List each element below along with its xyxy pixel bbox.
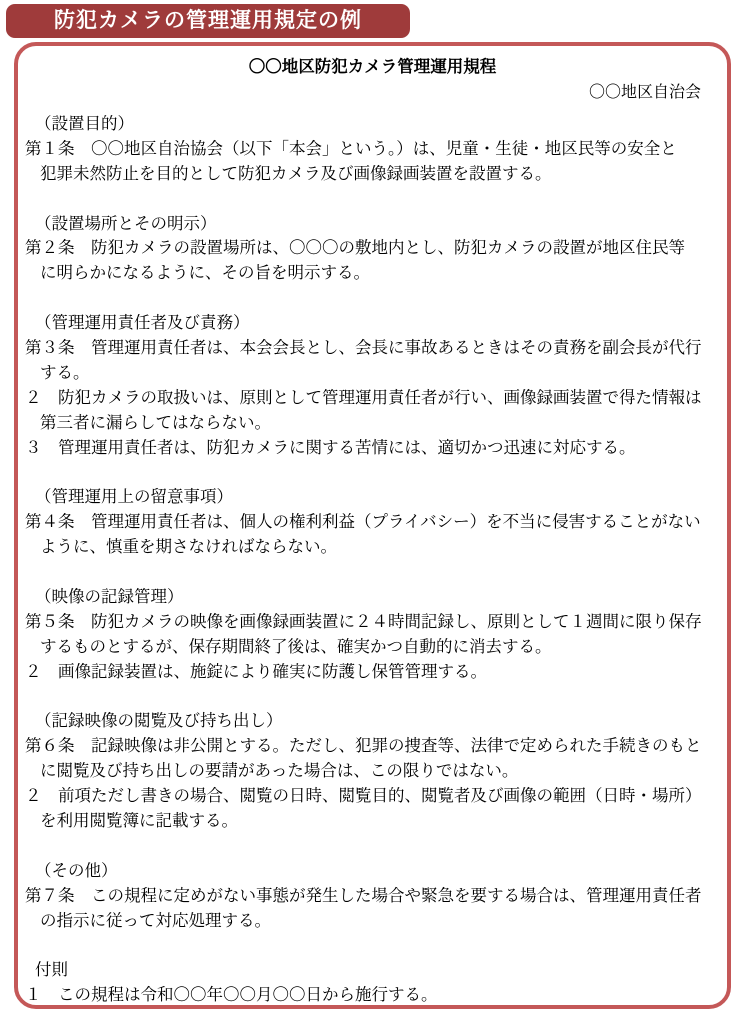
blank-line (18, 460, 727, 485)
blank-line (18, 834, 727, 859)
document-line: 犯罪未然防止を目的として防犯カメラ及び画像録画装置を設置する。 (40, 164, 552, 183)
document-line: 第６条 記録映像は非公開とする。ただし、犯罪の捜査等、法律で定められた手続きのもと (25, 737, 702, 756)
document-line: 第４条 管理運用責任者は、個人の権利利益（プライバシー）を不当に侵害することがない (25, 513, 701, 532)
page-title-banner (6, 4, 410, 38)
document-line: に閲覧及び持ち出しの要請があった場合は、この限りではない。 (40, 762, 519, 781)
blank-line (18, 933, 727, 958)
document-line: ２ 画像記録装置は、施錠により確実に防護し保管管理する。 (25, 662, 487, 681)
regulation-document-box (14, 42, 731, 1009)
document-line: ２ 前項ただし書きの場合、閲覧の日時、閲覧目的、閲覧者及び画像の範囲（日時・場所） (25, 787, 702, 806)
document-line: 第２条 防犯カメラの設置場所は、〇〇〇の敷地内とし、防犯カメラの設置が地区住民等 (25, 239, 685, 258)
document-line: （管理運用責任者及び責務） (35, 314, 250, 333)
document-line: （記録映像の閲覧及び持ち出し） (35, 712, 283, 731)
document-line: 第１条 〇〇地区自治協会（以下「本会」という。）は、児童・生徒・地区民等の安全と (25, 139, 677, 158)
document-author: 〇〇地区自治会 (588, 84, 701, 101)
document-line: 第５条 防犯カメラの映像を画像録画装置に２４時間記録し、原則として１週間に限り保存 (25, 612, 702, 631)
document-line: する。 (40, 363, 90, 382)
document-line: （その他） (35, 861, 118, 880)
document-line: の指示に従って対応処理する。 (40, 911, 271, 930)
document-line: ２ 防犯カメラの取扱いは、原則として管理運用責任者が行い、画像録画装置で得た情報は (25, 388, 702, 407)
document-line: に明らかになるように、その旨を明示する。 (40, 264, 370, 283)
blank-line (18, 187, 727, 212)
blank-line (18, 684, 727, 709)
document-line: 第３条 管理運用責任者は、本会会長とし、会長に事故あるときはその責務を副会長が代行 (25, 339, 702, 358)
document-title: 〇〇地区防犯カメラ管理運用規程 (248, 58, 497, 76)
document-line: ３ 管理運用責任者は、防犯カメラに関する苦情には、適切かつ迅速に対応する。 (25, 438, 636, 457)
document-line: ように、慎重を期さなければならない。 (40, 538, 337, 557)
document-line: を利用閲覧簿に記載する。 (40, 811, 238, 830)
document-line: （設置場所とその明示） (35, 214, 217, 233)
document-line: （映像の記録管理） (35, 587, 184, 606)
blank-line (18, 286, 727, 311)
blank-line (18, 560, 727, 585)
document-line: （管理運用上の留意事項） (35, 488, 233, 507)
document-line: 第７条 この規程に定めがない事態が発生した場合や緊急を要する場合は、管理運用責任者 (25, 886, 702, 905)
document-line: 付則 (35, 961, 68, 980)
document-line: （設置目的） (35, 115, 134, 133)
page-title: 防犯カメラの管理運用規定の例 (54, 9, 362, 32)
document-line: するものとするが、保存期間終了後は、確実かつ自動的に消去する。 (40, 637, 552, 656)
document-line: 第三者に漏らしてはならない。 (40, 413, 271, 432)
document-line: １ この規程は令和〇〇年〇〇月〇〇日から施行する。 (25, 986, 438, 1005)
document-body (18, 112, 727, 1008)
